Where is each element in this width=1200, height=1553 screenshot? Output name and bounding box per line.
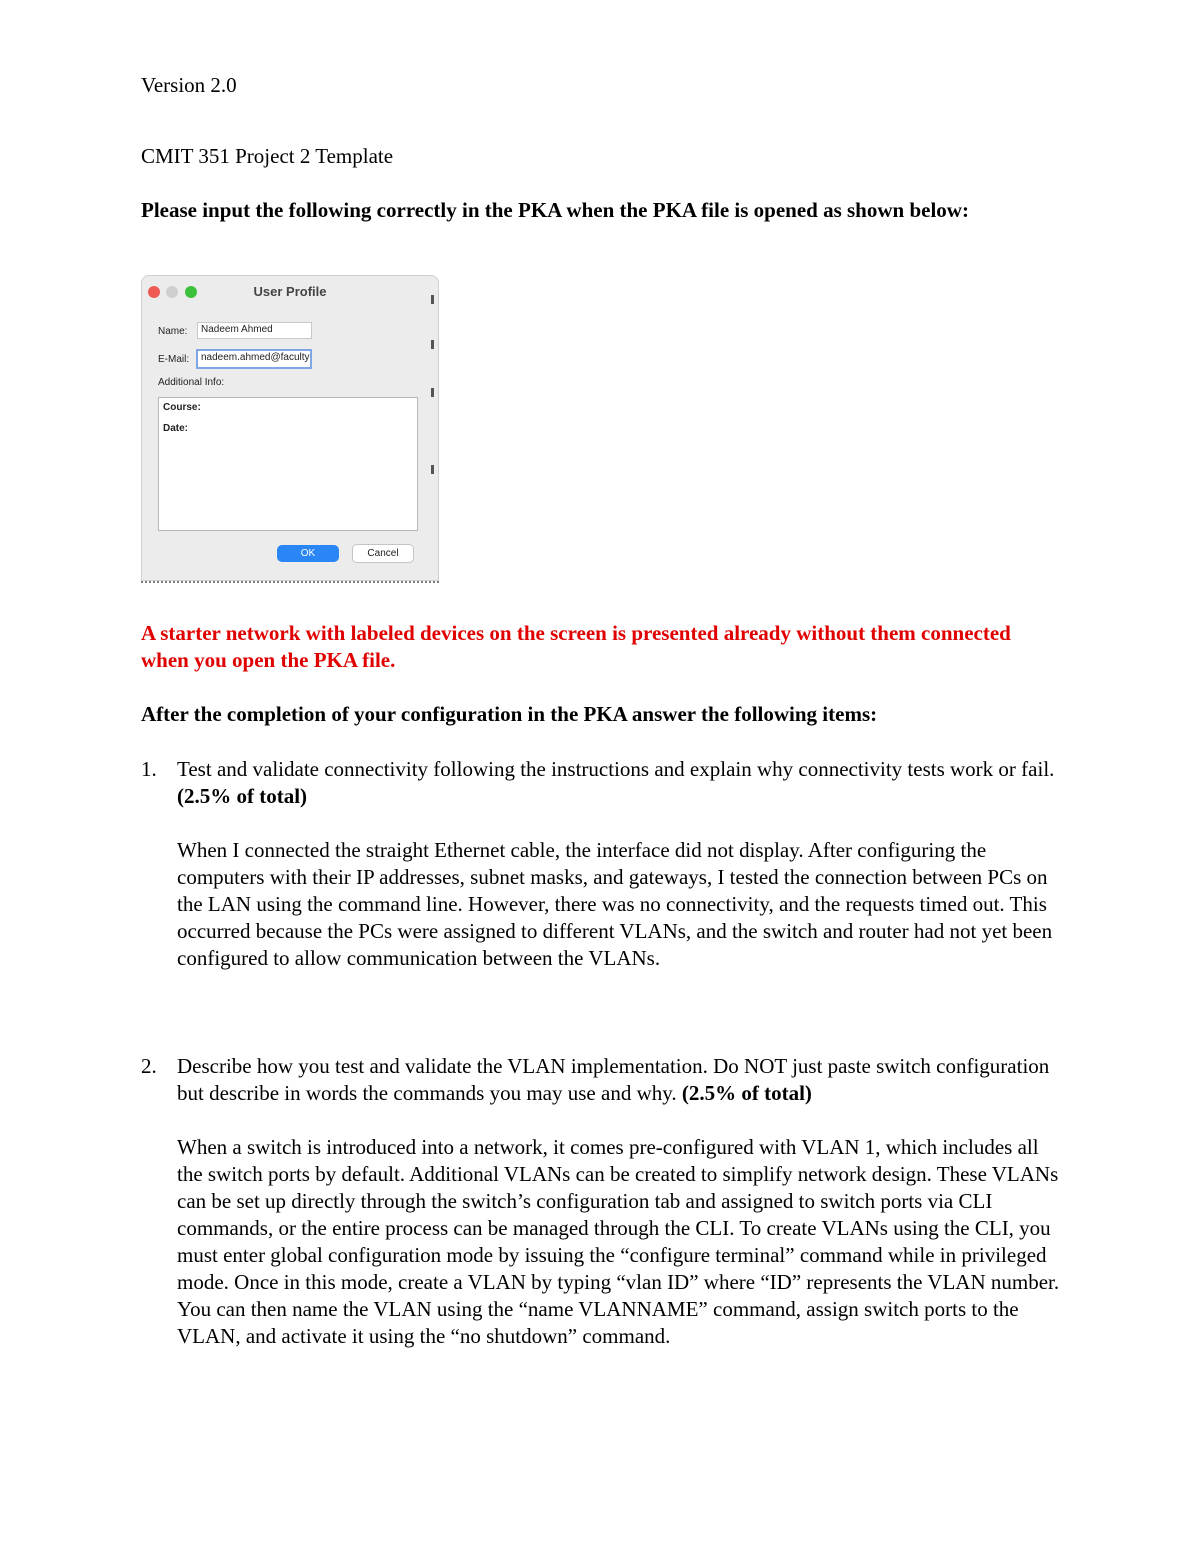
item-number: 2. [141,1054,157,1078]
dialog-titlebar [142,276,438,306]
email-label: E-Mail: [158,354,190,365]
item-number: 1. [141,757,157,781]
document-title: CMIT 351 Project 2 Template [141,144,394,168]
background-edge-mark [431,340,434,349]
intro-instruction: Please input the following correctly in the PKA when the PKA file is opened as shown below: [141,198,969,222]
name-field: Nadeem Ahmed [197,322,312,339]
ok-button: OK [277,545,339,562]
name-label: Name: [158,326,188,337]
cancel-button: Cancel [352,544,414,563]
email-field: nadeem.ahmed@faculty [196,349,312,369]
after-configuration-heading: After the completion of your configuration in the PKA answer the following items: [141,702,878,726]
item-answer: When I connected the straight Ethernet cable, the interface did not display. After configuring the computers with their IP addresses, subnet masks, and gateways, I tested the connection between PCs on the LAN using the command line. However, there was no connectivity, and the requests timed out. This occurred because the PCs were assigned to different VLANs, and the switch and router had not yet been configured to allow communication between the VLANs. [177,838,1053,970]
background-edge-mark [431,388,434,397]
background-cropped-text [141,581,439,591]
item-body [177,756,1061,972]
item-answer: When a switch is introduced into a network, it comes pre-configured with VLAN 1, which includes all the switch ports by default. Additional VLANs can be created to simplify network design. These VLANs can be set up directly through the switch’s configuration tab and assigned to switch ports via CLI commands, or the entire process can be managed through the CLI. To create VLANs using the CLI, you must enter global configuration mode by issuing the “configure terminal” command while in privileged mode. Once in this mode, create a VLAN by typing “vlan ID” where “ID” represents the VLAN number. You can then name the VLAN using the “name VLANNAME” command, assign switch ports to the VLAN, and activate it using the “no shutdown” command. [177,1135,1060,1348]
item-question [177,756,1061,810]
item-body [177,1053,1061,1350]
dialog-title: User Profile [253,284,327,299]
starter-network-notice: A starter network with labeled devices on the screen is presented already without them connected when you open the PKA file. [141,621,1011,672]
additional-info-label: Additional Info: [158,377,225,388]
background-edge-mark [431,295,434,304]
version-label: Version 2.0 [141,73,237,97]
background-edge-mark [431,465,434,474]
question-text: Describe how you test and validate the VLAN implementation. Do NOT just paste switch configuration but describe in words the commands you may use and why. [177,1054,1050,1105]
weight-label: (2.5% of total) [177,784,308,808]
user-profile-dialog [141,275,439,581]
user-profile-screenshot [141,275,439,591]
item-question [177,1053,1061,1107]
date-label: Date: [163,423,189,434]
question-text: Test and validate connectivity following the instructions and explain why connectivity tests work or fail. [177,757,1055,781]
additional-info-textarea [158,397,418,531]
weight-label: (2.5% of total) [681,1081,812,1105]
course-label: Course: [163,402,201,413]
